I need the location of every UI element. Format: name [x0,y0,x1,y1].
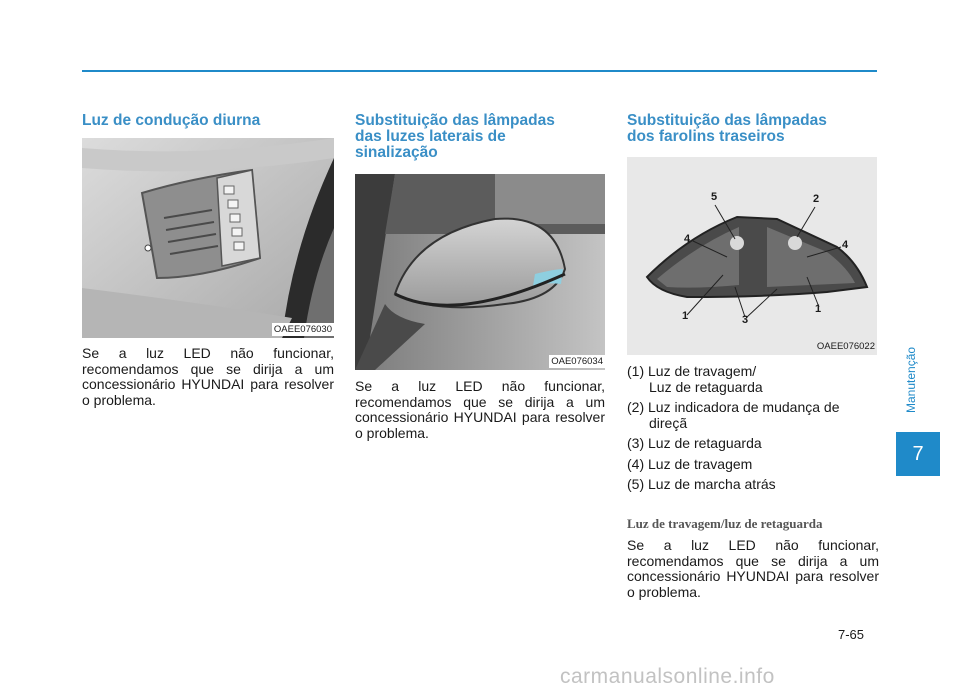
rear-lamp-subheading: Luz de travagem/luz de retaguarda [627,516,823,531]
figure-code: OAE076034 [551,356,603,367]
callout-label: 2 [813,193,820,205]
mirror-figure [355,174,605,370]
heading-line: dos farolins traseiros [627,128,785,145]
list-item: (1) Luz de travagem/ Luz de retaguarda [627,363,763,395]
bumper-illustration [82,138,334,338]
side-signal-heading [355,113,607,161]
list-item: (2) Luz indicadora de mudança de direçã [627,399,840,431]
callout-label: 1 [682,310,689,322]
page-number: 7-65 [838,627,865,642]
watermark: carmanualsonline.info [560,665,775,688]
list-item: (4) Luz de travagem [627,455,753,472]
side-signal-body: Se a luz LED não funcionar, recomendamos que se dirija a um concessionário HYUNDAI para resolver o problema. [355,378,605,441]
mirror-illustration [355,174,605,370]
callout-label: 4 [684,233,691,245]
callout-label: 3 [742,314,749,326]
rear-lamp-figure [627,157,877,355]
list-item: (5) Luz de marcha atrás [627,476,776,492]
rear-lamp-body: Se a luz LED não funcionar, recomendamos que se dirija a um concessionário HYUNDAI para resolver o problema. [627,537,879,600]
figure-code: OAEE076030 [273,324,332,335]
heading-line: Substituição das lâmpadas [355,112,555,129]
chapter-tab: 7 [896,432,940,476]
top-rule [82,70,877,72]
callout-label: 5 [711,191,718,203]
taillight-illustration [627,157,877,355]
drl-figure [82,138,334,338]
drl-body: Se a luz LED não funcionar, recomendamos que se dirija a um concessionário HYUNDAI para resolver o problema. [82,345,334,408]
heading-line: sinalização [355,144,438,161]
heading-line: das luzes laterais de [355,128,506,145]
list-item: (3) Luz de retaguarda [627,435,762,451]
drl-heading: Luz de condução diurna [82,112,261,129]
callout-label: 4 [842,239,849,251]
section-label: Manutenção [904,346,918,414]
rear-lamp-heading [627,113,879,145]
figure-code: OAEE076022 [816,341,875,352]
lamp-list [627,364,879,498]
heading-line: Substituição das lâmpadas [627,112,827,129]
callout-label: 1 [815,303,822,315]
